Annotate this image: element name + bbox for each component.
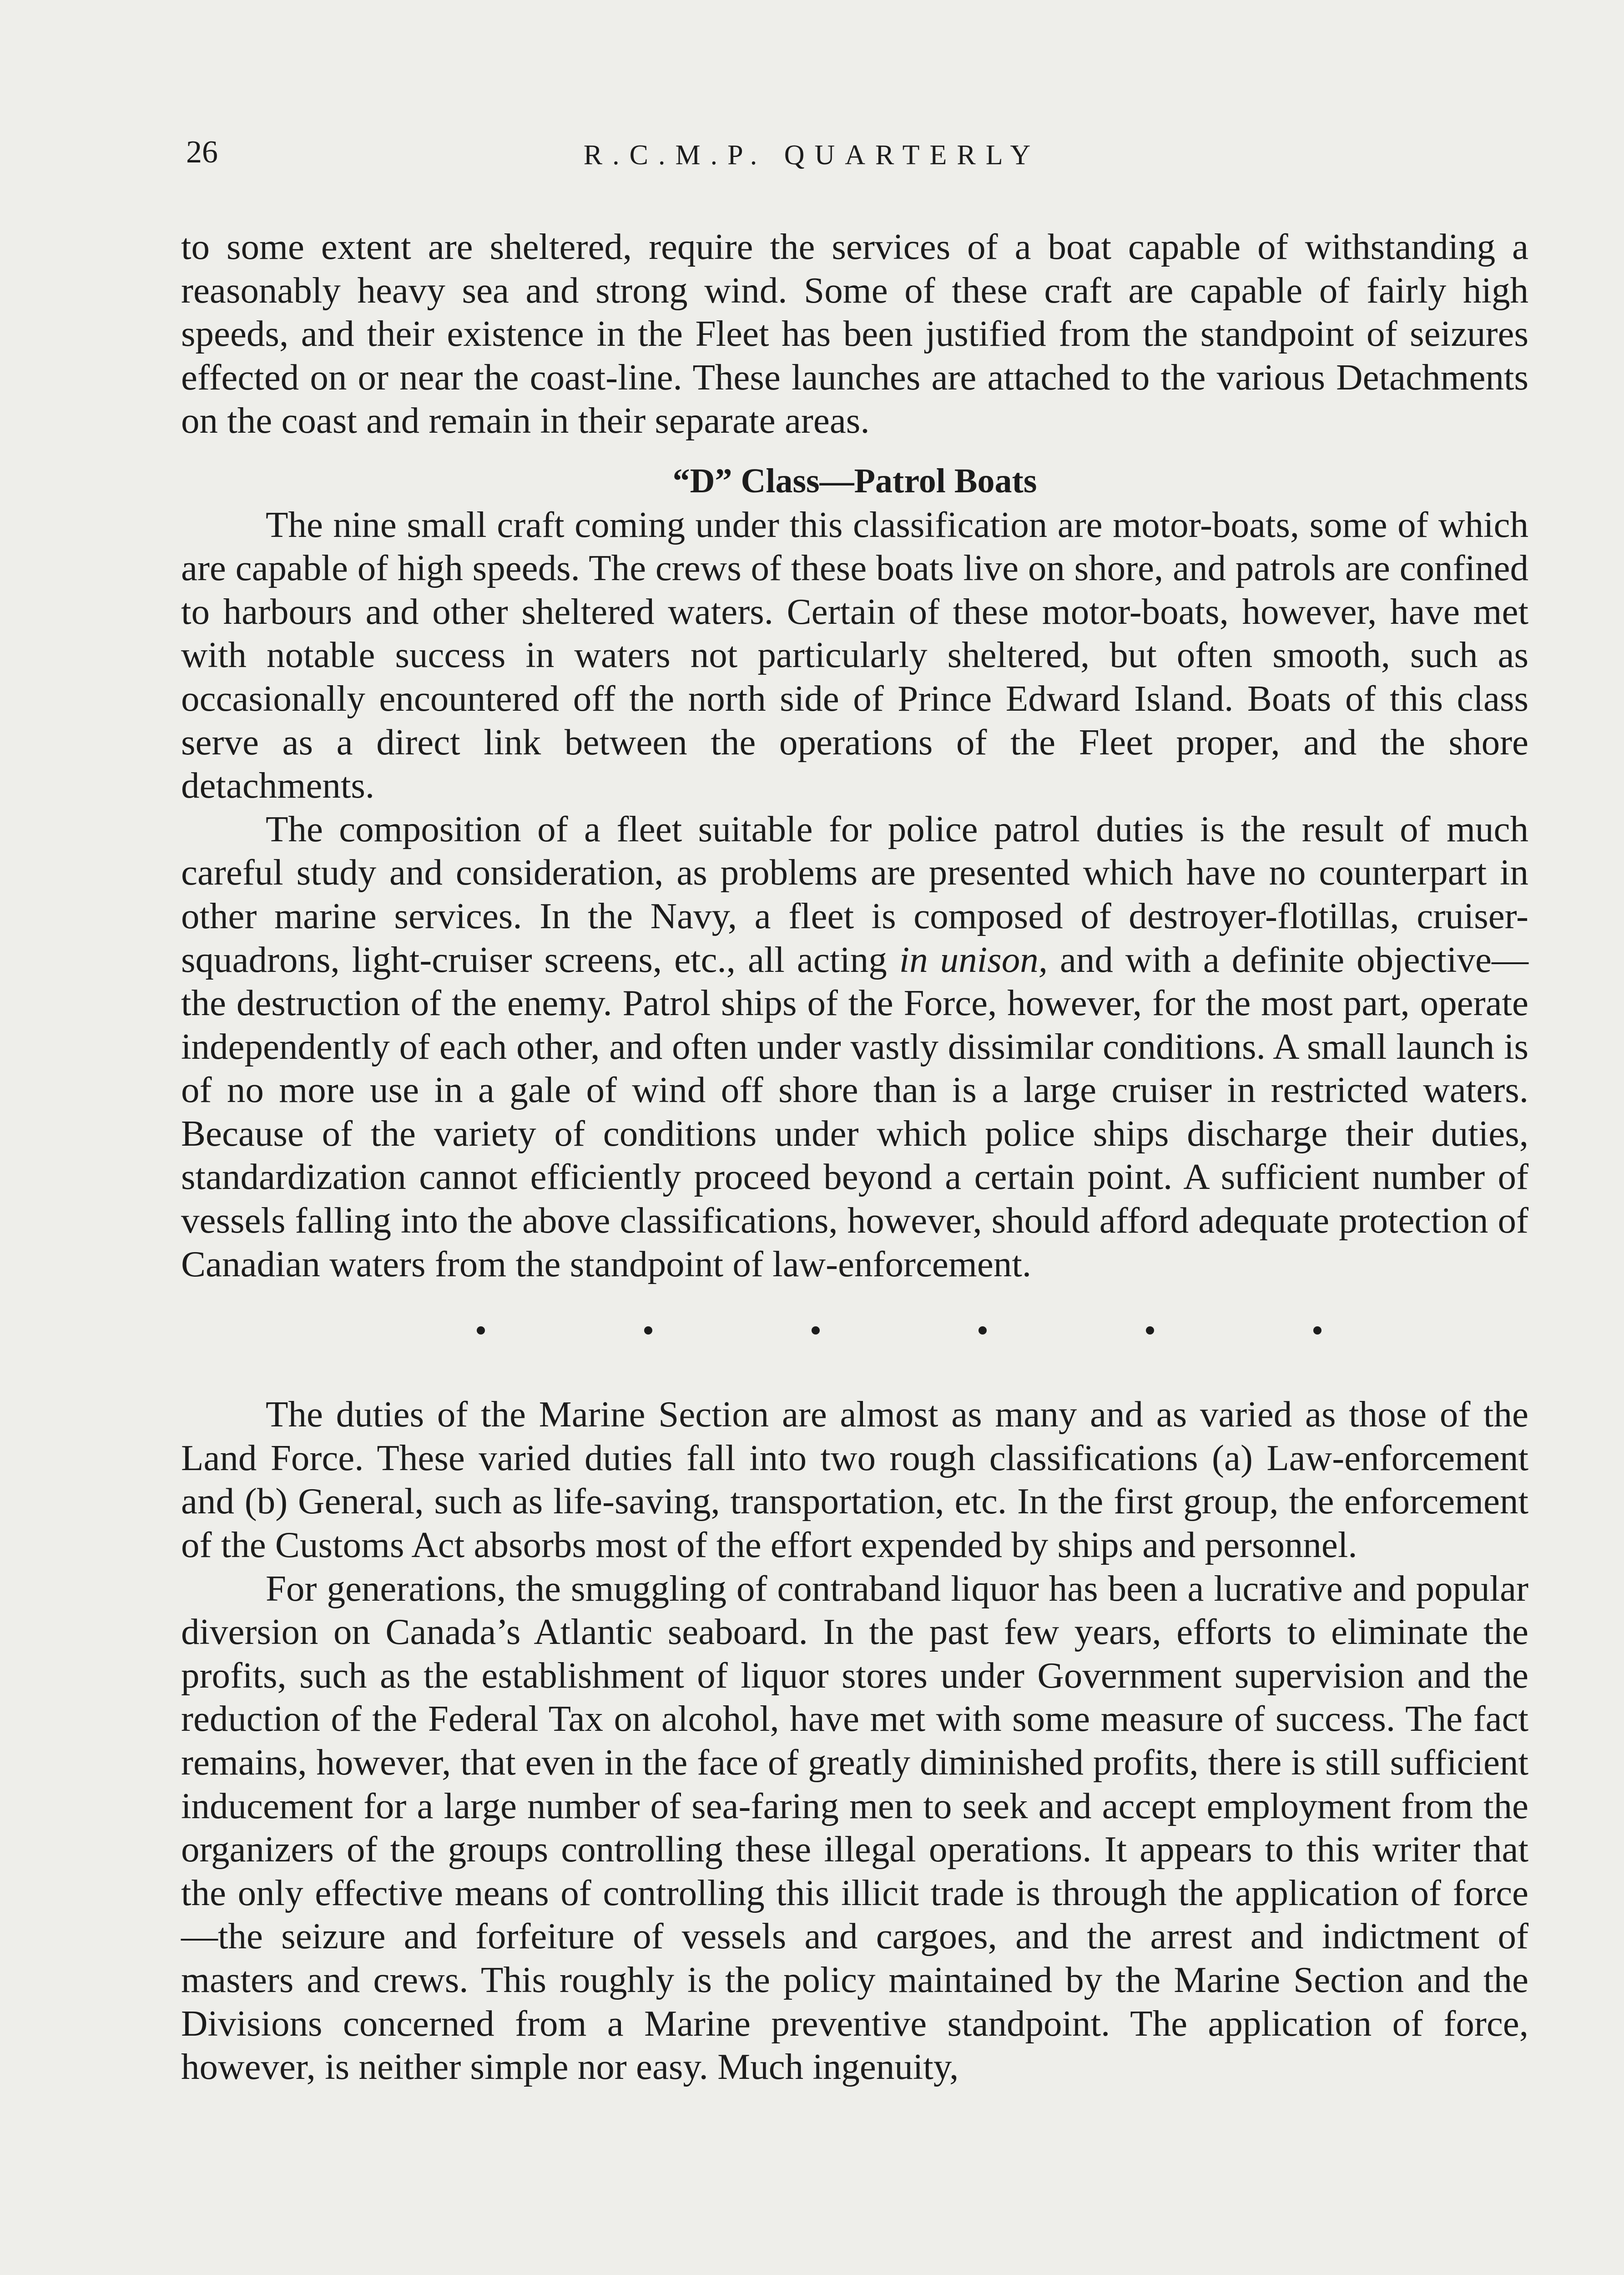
paragraph-continuation: to some extent are sheltered, require the services of a boat capable of withstanding a reasonably heavy sea and strong wind. Some of these craft are capable of fairly high speeds, and their existence in the Fleet has been justified from the standpoint of seizures effected on or near the coast-line. These launches are attached to the various Detachments on the coast and remain in their separate areas. <box>181 226 1528 441</box>
italic-phrase: in unison, <box>899 939 1048 980</box>
running-head: R.C.M.P. QUARTERLY <box>583 140 1041 171</box>
ornament-dot <box>1146 1326 1154 1335</box>
paragraph-marine-duties: The duties of the Marine Section are almost as many and as varied as those of the Land Force. These varied duties fall into two rough classifications (a) Law-enforcement and (b) General, such as life-saving, transportation, etc. In the first group, the enforcement of the Customs Act absorbs most of the effort expended by ships and personnel. <box>181 1394 1528 1566</box>
ornament-dot <box>978 1326 987 1335</box>
ornament-dot <box>1313 1326 1321 1335</box>
page-number: 26 <box>186 135 218 170</box>
paragraph-d-class: The nine small craft coming under this classification are motor-boats, some of which are capable of high speeds. The crews of these boats live on shore, and patrols are confined to harbours and other sheltered waters. Certain of these motor-boats, however, have met with notable success in waters not particularly sheltered, but often smooth, such as occasionally encountered off the north side of Prince Edward Island. Boats of this class serve as a direct link between the operations of the Fleet proper, and the shore detachments. <box>181 504 1528 806</box>
ornament-dot <box>644 1326 652 1335</box>
text-run: and with a definite objective—the destruction of the enemy. Patrol ships of the Force, however, for the most part, operate independently of each other, and often under vastly dissimilar conditions. A small launch is of no more use in a gale of wind off shore than is a large cruiser in restricted waters. Because of the variety of conditions under which police ships discharge their duties, standardization cannot efficiently proceed beyond a certain point. A sufficient number of vessels falling into the above classifications, however, should afford adequate protection of Canadian waters from the standpoint of law-enforcement. <box>181 939 1528 1284</box>
ornament-dot <box>812 1326 820 1335</box>
section-break-dots <box>181 1309 1528 1352</box>
ornament-dot <box>477 1326 485 1335</box>
body-text <box>181 225 1528 2089</box>
text-run: The composition of a fleet suitable for police patrol duties is the result of much careful study and consideration, as problems are presented which have no counterpart in other marine services. In the Navy, a fleet is composed of destroyer-flotillas, cruiser-squadrons, light-cruiser screens, etc., all acting <box>181 808 1528 980</box>
paragraph-smuggling: For generations, the smuggling of contraband liquor has been a lucrative and popular diversion on Canada’s Atlantic seaboard. In the past few years, efforts to eliminate the profits, such as the establishment of liquor stores under Government supervision and the reduction of the Federal Tax on alcohol, have met with some measure of success. The fact remains, however, that even in the face of greatly diminished profits, there is still sufficient inducement for a large number of sea-faring men to seek and accept employment from the organizers of the groups controlling these illegal operations. It appears to this writer that the only effective means of controlling this illicit trade is through the application of force—the seizure and forfeiture of vessels and cargoes, and the arrest and indictment of masters and crews. This roughly is the policy maintained by the Marine Section and the Divisions concerned from a Marine preventive standpoint. The application of force, however, is neither simple nor easy. Much ingenuity, <box>181 1567 1528 2088</box>
section-heading: “D” Class—Patrol Boats <box>672 461 1037 500</box>
paragraph-fleet-composition <box>181 808 1528 1286</box>
